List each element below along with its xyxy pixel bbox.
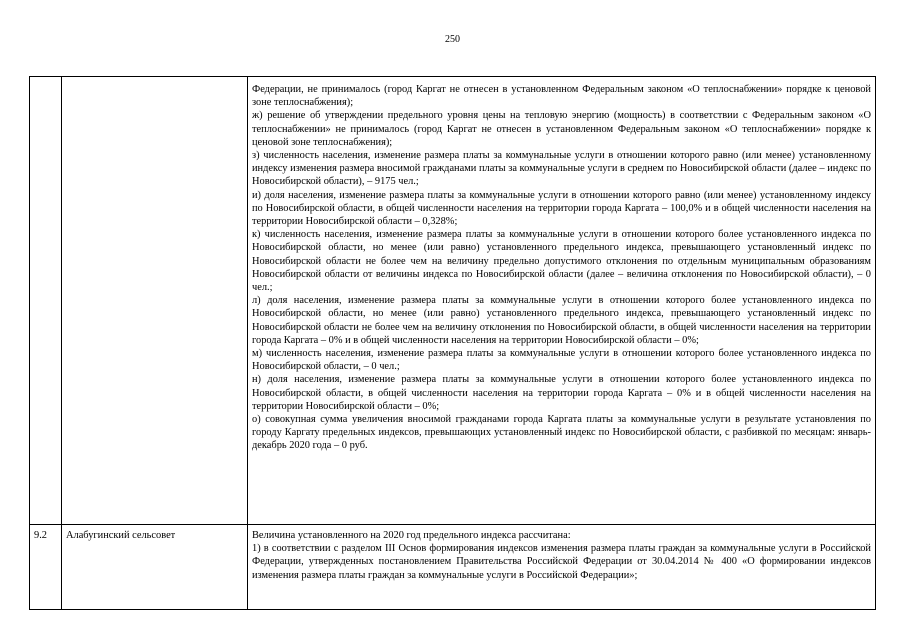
indices-table	[29, 76, 876, 610]
row-number-cell: 9.2	[30, 525, 62, 610]
paragraph: Федерации, не принималось (город Каргат не отнесен в установленном Федеральным законом «О теплоснабжении» порядке к ценовой зоне теплоснабжения);	[252, 84, 871, 109]
paragraph: 1) в соответствии с разделом III Основ формирования индексов изменения размера платы граждан за коммунальные услуги в Российской Федерации, утвержденных постановлением Правительства Российской Федерации от 30.04.2014 № 400 «О формировании индексов изменения размера платы граждан за коммунальные услуги в Российской Федерации»;	[252, 543, 871, 581]
paragraph: ж) решение об утверждении предельного уровня цены на тепловую энергию (мощность) в соответствии с Федеральным законом «О теплоснабжении» не принималось (город Каргат не отнесен в установленном Федеральным законом «О теплоснабжении» порядке к ценовой зоне теплоснабжения);	[252, 110, 871, 148]
page-number: 250	[445, 34, 460, 45]
municipality-name-cell	[62, 77, 248, 525]
paragraph: н) доля населения, изменение размера платы за коммунальные услуги в отношении которого более установленного индекса по Новосибирской области, в общей численности населения на территории города Каргата – 0% и в общей численности населения на территории Новосибирской области – 0%;	[252, 374, 871, 412]
paragraph: м) численность населения, изменение размера платы за коммунальные услуги в отношении которого более установленного индекса по Новосибирской области, – 0 чел.;	[252, 348, 871, 373]
row-number-cell	[30, 77, 62, 525]
paragraph: з) численность населения, изменение размера платы за коммунальные услуги в отношении которого равно (или менее) установленному индексу изменения размера вносимой гражданами платы за коммунальные услуги в среднем по Новосибирской области (далее – индекс по Новосибирской области), – 9175 чел.;	[252, 150, 871, 188]
description-cell	[248, 77, 876, 525]
paragraph: о) совокупная сумма увеличения вносимой гражданами города Каргата платы за коммунальные услуги в результате установления по городу Каргату предельных индексов, превышающих установленный индекс по Новосибирской области, с разбивкой по месяцам: январь-декабрь 2020 года – 0 руб.	[252, 414, 871, 452]
municipality-name-cell: Алабугинский сельсовет	[62, 525, 248, 610]
table-row	[30, 77, 876, 525]
table-row	[30, 525, 876, 610]
paragraph: л) доля населения, изменение размера платы за коммунальные услуги в отношении которого более установленного индекса по Новосибирской области, но менее (или равно) установленного предельного индекса, превышающего установленный индекс по Новосибирской области не более чем на величину отклонения по Новосибирской области, в общей численности населения на территории города Каргата – 0% и в общей численности населения на территории Новосибирской области – 0%;	[252, 295, 871, 346]
paragraph: к) численность населения, изменение размера платы за коммунальные услуги в отношении которого более установленного индекса по Новосибирской области, но менее (или равно) установленного предельного индекса, превышающего установленный индекс по Новосибирской области не более чем на величину предельно допустимого отклонения по отдельным муниципальным образованиям Новосибирской области от величины индекса по Новосибирской области (далее – величина отклонения по Новосибирской области), – 0 чел.;	[252, 229, 871, 294]
description-cell	[248, 525, 876, 610]
paragraph: Величина установленного на 2020 год предельного индекса рассчитана:	[252, 530, 571, 541]
paragraph: и) доля населения, изменение размера платы за коммунальные услуги в отношении которого равно (или менее) установленному индексу по Новосибирской области, в общей численности населения на территории города Каргата – 100,0% и в общей численности населения на территории Новосибирской области – 0,328%;	[252, 189, 871, 228]
